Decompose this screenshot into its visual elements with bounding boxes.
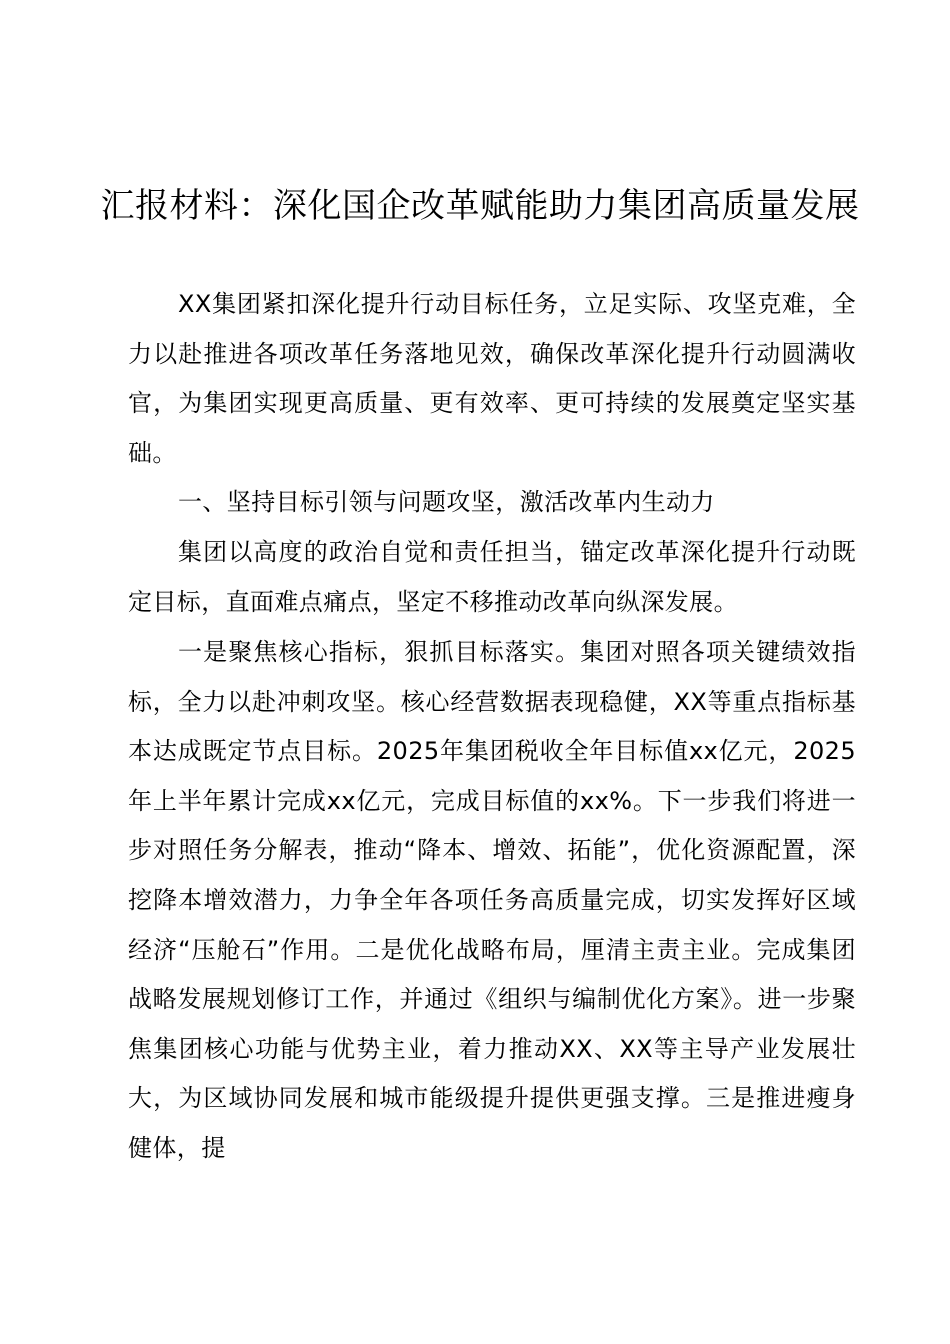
body-paragraph: 一是聚焦核心指标，狠抓目标落实。集团对照各项关键绩效指标，全力以赴冲刺攻坚。核心经营数据表现稳健，XX等重点指标基本达成既定节点目标。2025年集团税收全年目标值xx亿元，2025年上半年累计完成xx亿元，完成目标值的xx%。下一步我们将进一步对照任务分解表，推动“降本、增效、拓能”，优化资源配置，深挖降本增效潜力，力争全年各项任务高质量完成，切实发挥好区域经济“压舱石”作用。二是优化战略布局，厘清主责主业。完成集团战略发展规划修订工作，并通过《组织与编制优化方案》。进一步聚焦集团核心功能与优势主业，着力推动XX、XX等主导产业发展壮大，为区域协同发展和城市能级提升提供更强支撑。三是推进瘦身健体，提 xyxy=(128,638,856,1162)
intro-paragraph: XX集团紧扣深化提升行动目标任务，立足实际、攻坚克难，全力以赴推进各项改革任务落地见效，确保改革深化提升行动圆满收官，为集团实现更高质量、更有效率、更可持续的发展奠定坚实基础。 xyxy=(128,290,856,467)
section-heading: 一、坚持目标引领与问题攻坚，激活改革内生动力 xyxy=(178,488,715,516)
document-title: 汇报材料：深化国企改革赋能助力集团高质量发展 xyxy=(100,186,860,226)
body-paragraph: 集团以高度的政治自觉和责任担当，锚定改革深化提升行动既定目标，直面难点痛点，坚定不移推动改革向纵深发展。 xyxy=(128,538,856,616)
